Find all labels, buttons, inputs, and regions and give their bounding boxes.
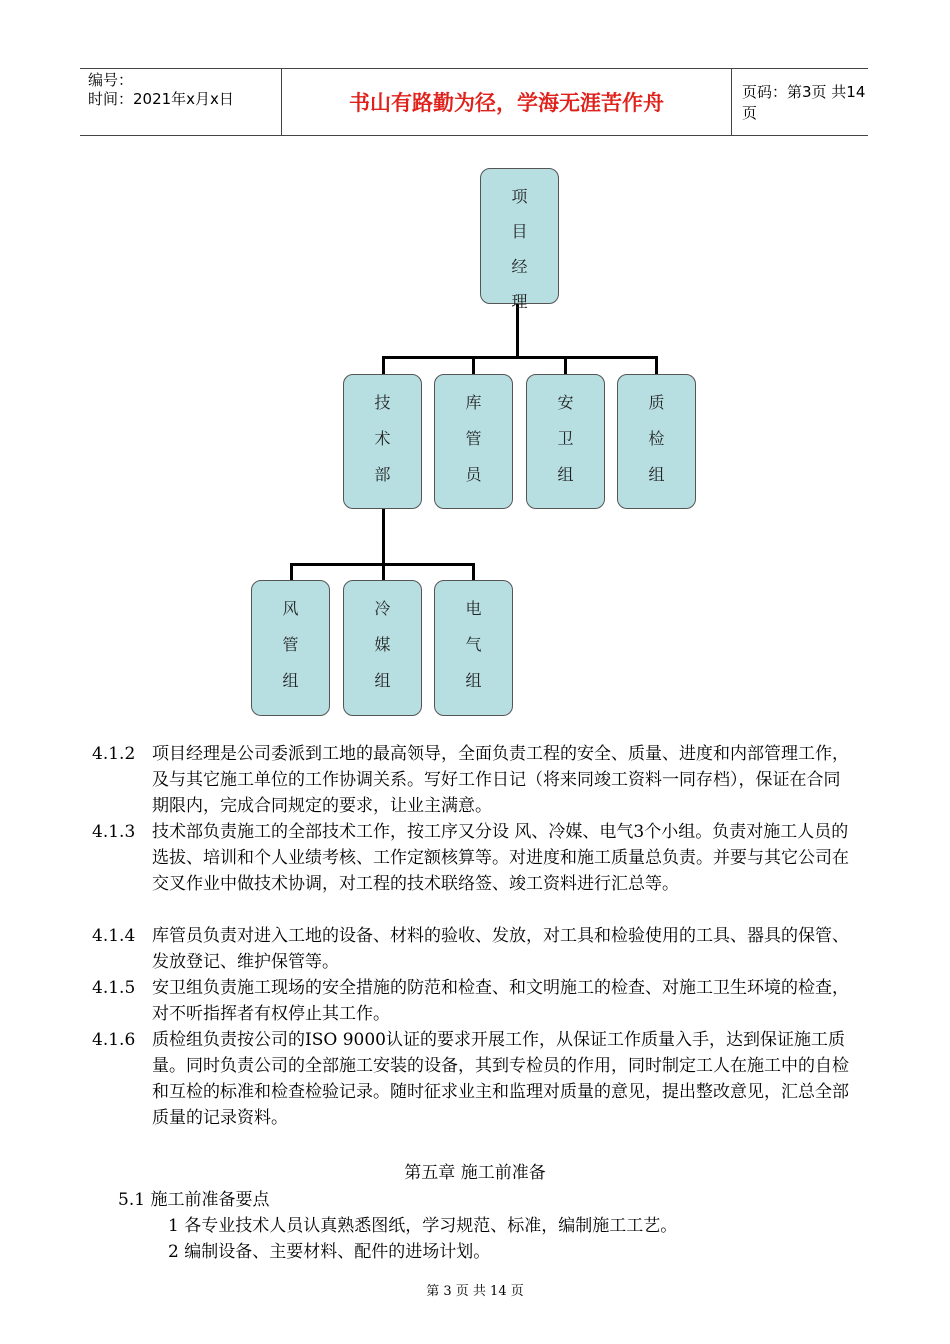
org-char: 媒 xyxy=(374,635,391,654)
org-char: 质 xyxy=(648,393,665,412)
org-root-char: 经 xyxy=(511,257,528,276)
org-char: 管 xyxy=(282,635,299,654)
org-char: 安 xyxy=(557,393,574,412)
org-char: 组 xyxy=(648,465,665,484)
header-page-label: 页码：第3页 共14页 xyxy=(742,83,866,122)
org-root-char: 目 xyxy=(511,222,528,241)
header-motto: 书山有路勤为径，学海无涯苦作舟 xyxy=(282,69,732,135)
section-title: 5.1 施工前准备要点 xyxy=(118,1190,270,1210)
page-footer: 第 3 页 共 14 页 xyxy=(426,1284,524,1299)
paragraph-number: 4.1.3 xyxy=(92,822,136,842)
paragraph-4-1-6 xyxy=(92,1027,852,1131)
org-char: 组 xyxy=(374,671,391,690)
connector-drop-3 xyxy=(564,356,567,374)
connector-l3-drop-3 xyxy=(472,563,475,581)
paragraph-4-1-2 xyxy=(92,741,852,819)
org-char: 部 xyxy=(374,465,391,484)
org-box-electric xyxy=(434,580,513,716)
connector-tech-down xyxy=(382,509,385,565)
org-box-quality xyxy=(617,374,696,509)
doc-number-label: 编号： xyxy=(88,71,134,89)
connector-l3-drop-1 xyxy=(290,563,293,581)
org-box-safety xyxy=(526,374,605,509)
paragraph-4-1-5 xyxy=(92,975,852,1027)
org-char: 冷 xyxy=(374,599,391,618)
org-root-box xyxy=(480,168,559,311)
paragraph-text: 质检组负责按公司的ISO 9000认证的要求开展工作，从保证工作质量入手，达到保证施工质量。同时负责公司的全部施工安装的设备，其到专检员的作用，同时制定工人在施工中的自检和互检的标准和检查检验记录。随时征求业主和监理对质量的意见，提出整改意见，汇总全部质量的记录资料。 xyxy=(152,1030,849,1128)
paragraph-text: 项目经理是公司委派到工地的最高领导，全面负责工程的安全、质量、进度和内部管理工作，及与其它施工单位的工作协调关系。写好工作日记（将来同竣工资料一同存档），保证在合同期限内，完成合同规定的要求，让业主满意。 xyxy=(152,744,849,816)
org-root-char: 项 xyxy=(511,187,528,206)
paragraph-number: 4.1.6 xyxy=(92,1030,136,1050)
org-char: 组 xyxy=(282,671,299,690)
list-item: 2 编制设备、主要材料、配件的进场计划。 xyxy=(168,1242,491,1262)
org-char: 检 xyxy=(648,429,665,448)
org-char: 卫 xyxy=(557,429,574,448)
org-char: 气 xyxy=(465,635,482,654)
paragraph-number: 4.1.5 xyxy=(92,978,136,998)
org-char: 管 xyxy=(465,429,482,448)
org-char: 风 xyxy=(282,599,299,618)
paragraph-text: 库管员负责对进入工地的设备、材料的验收、发放，对工具和检验使用的工具、器具的保管、发放登记、维护保管等。 xyxy=(152,926,849,972)
org-char: 库 xyxy=(465,393,482,412)
connector-l3-drop-2 xyxy=(382,563,385,581)
doc-time-label: 时间：2021年x月x日 xyxy=(88,90,234,108)
org-box-refrigerant xyxy=(343,580,422,716)
org-char: 组 xyxy=(557,465,574,484)
paragraph-4-1-3 xyxy=(92,819,852,897)
connector-level2-bar xyxy=(382,356,658,359)
org-root-char: 理 xyxy=(511,292,528,311)
connector-drop-1 xyxy=(382,356,385,374)
org-char: 组 xyxy=(465,671,482,690)
org-box-tech xyxy=(343,374,422,509)
org-box-duct xyxy=(251,580,330,716)
paragraph-4-1-4 xyxy=(92,923,852,975)
connector-drop-2 xyxy=(472,356,475,374)
chapter-title: 第五章 施工前准备 xyxy=(404,1163,546,1183)
org-char: 技 xyxy=(374,393,391,412)
page-header xyxy=(80,68,868,136)
paragraph-number: 4.1.4 xyxy=(92,926,136,946)
org-root-label xyxy=(481,169,558,319)
org-box-warehouse xyxy=(434,374,513,509)
paragraph-text: 技术部负责施工的全部技术工作，按工序又分设 风、冷媒、电气3个小组。负责对施工人员的选拔、培训和个人业绩考核、工作定额核算等。对进度和施工质量总负责。并要与其它公司在交叉作业中做技术协调，对工程的技术联络签、竣工资料进行汇总等。 xyxy=(152,822,849,894)
org-char: 员 xyxy=(465,465,482,484)
list-item: 1 各专业技术人员认真熟悉图纸，学习规范、标准，编制施工工艺。 xyxy=(168,1216,678,1236)
paragraph-number: 4.1.2 xyxy=(92,744,136,764)
connector-drop-4 xyxy=(655,356,658,374)
org-char: 术 xyxy=(374,429,391,448)
header-meta xyxy=(80,69,282,135)
org-char: 电 xyxy=(465,599,482,618)
paragraph-text: 安卫组负责施工现场的安全措施的防范和检查、和文明施工的检查、对施工卫生环境的检查，对不听指挥者有权停止其工作。 xyxy=(152,978,849,1024)
